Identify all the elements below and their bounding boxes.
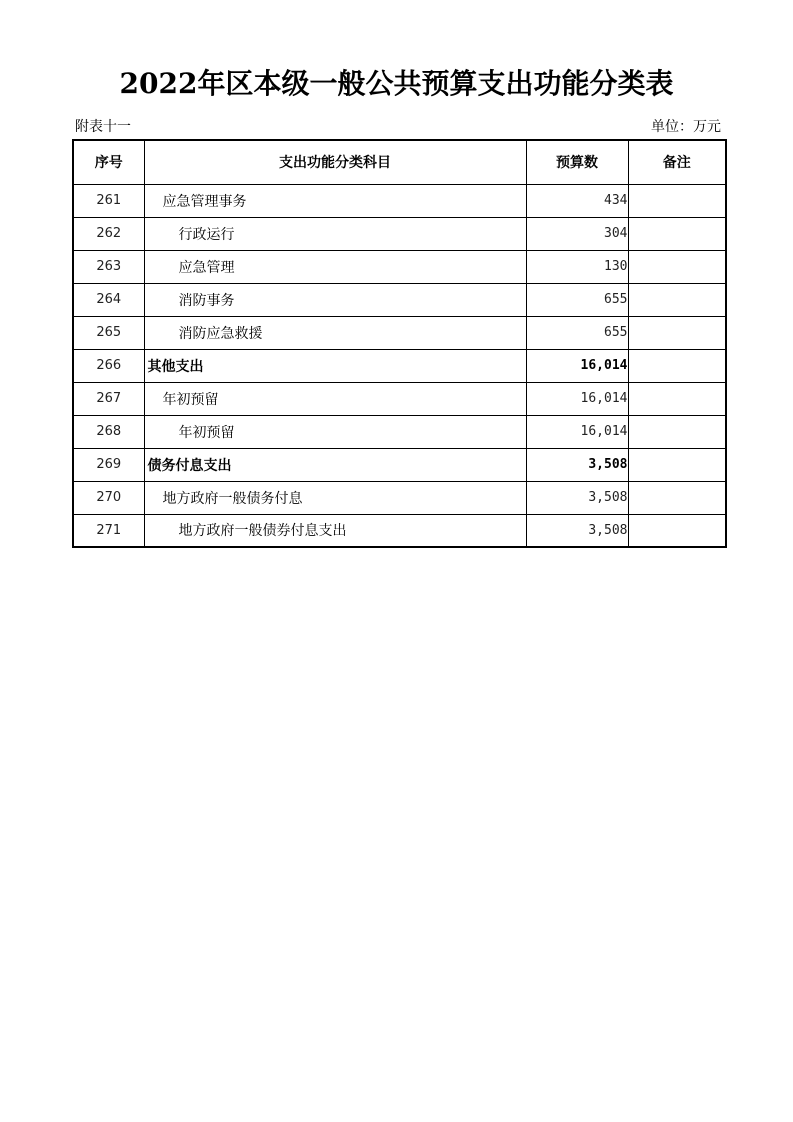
table-row bbox=[73, 283, 726, 316]
table-row bbox=[73, 415, 726, 448]
table-row bbox=[73, 382, 726, 415]
header-note: 备注 bbox=[628, 140, 726, 184]
row-amount: 16,014 bbox=[526, 349, 628, 382]
table-row bbox=[73, 316, 726, 349]
row-category: 消防事务 bbox=[144, 283, 526, 316]
page-title: 2022年区本级一般公共预算支出功能分类表 bbox=[119, 67, 674, 100]
row-seq: 269 bbox=[73, 448, 144, 481]
row-amount: 434 bbox=[526, 184, 628, 217]
row-category: 地方政府一般债券付息支出 bbox=[144, 514, 526, 547]
row-note bbox=[628, 283, 726, 316]
row-amount: 16,014 bbox=[526, 382, 628, 415]
table-body bbox=[73, 184, 726, 547]
row-amount: 16,014 bbox=[526, 415, 628, 448]
row-amount: 3,508 bbox=[526, 448, 628, 481]
row-category: 行政运行 bbox=[144, 217, 526, 250]
row-seq: 261 bbox=[73, 184, 144, 217]
row-note bbox=[628, 514, 726, 547]
row-note bbox=[628, 448, 726, 481]
row-category: 地方政府一般债务付息 bbox=[144, 481, 526, 514]
row-note bbox=[628, 481, 726, 514]
row-seq: 270 bbox=[73, 481, 144, 514]
row-note bbox=[628, 217, 726, 250]
row-category: 其他支出 bbox=[144, 349, 526, 382]
row-seq: 263 bbox=[73, 250, 144, 283]
row-seq: 271 bbox=[73, 514, 144, 547]
table-row bbox=[73, 448, 726, 481]
row-note bbox=[628, 382, 726, 415]
header-seq: 序号 bbox=[73, 140, 144, 184]
attachment-label: 附表十一 bbox=[75, 119, 131, 135]
row-seq: 267 bbox=[73, 382, 144, 415]
table-row bbox=[73, 481, 726, 514]
row-amount: 3,508 bbox=[526, 481, 628, 514]
table-row bbox=[73, 349, 726, 382]
row-seq: 266 bbox=[73, 349, 144, 382]
row-category: 消防应急救援 bbox=[144, 316, 526, 349]
row-category: 应急管理事务 bbox=[144, 184, 526, 217]
table-row bbox=[73, 184, 726, 217]
row-category: 债务付息支出 bbox=[144, 448, 526, 481]
row-note bbox=[628, 184, 726, 217]
row-note bbox=[628, 250, 726, 283]
header-amount: 预算数 bbox=[526, 140, 628, 184]
row-note bbox=[628, 316, 726, 349]
row-amount: 130 bbox=[526, 250, 628, 283]
row-seq: 268 bbox=[73, 415, 144, 448]
header-category: 支出功能分类科目 bbox=[144, 140, 526, 184]
budget-table bbox=[72, 139, 727, 548]
row-amount: 304 bbox=[526, 217, 628, 250]
row-category: 年初预留 bbox=[144, 382, 526, 415]
row-amount: 655 bbox=[526, 283, 628, 316]
row-seq: 265 bbox=[73, 316, 144, 349]
row-category: 应急管理 bbox=[144, 250, 526, 283]
row-note bbox=[628, 415, 726, 448]
row-amount: 655 bbox=[526, 316, 628, 349]
row-category: 年初预留 bbox=[144, 415, 526, 448]
row-seq: 262 bbox=[73, 217, 144, 250]
table-row bbox=[73, 250, 726, 283]
unit-label: 单位：万元 bbox=[651, 119, 721, 135]
row-seq: 264 bbox=[73, 283, 144, 316]
table-header-row bbox=[73, 140, 726, 184]
row-amount: 3,508 bbox=[526, 514, 628, 547]
table-row bbox=[73, 514, 726, 547]
table-row bbox=[73, 217, 726, 250]
row-note bbox=[628, 349, 726, 382]
